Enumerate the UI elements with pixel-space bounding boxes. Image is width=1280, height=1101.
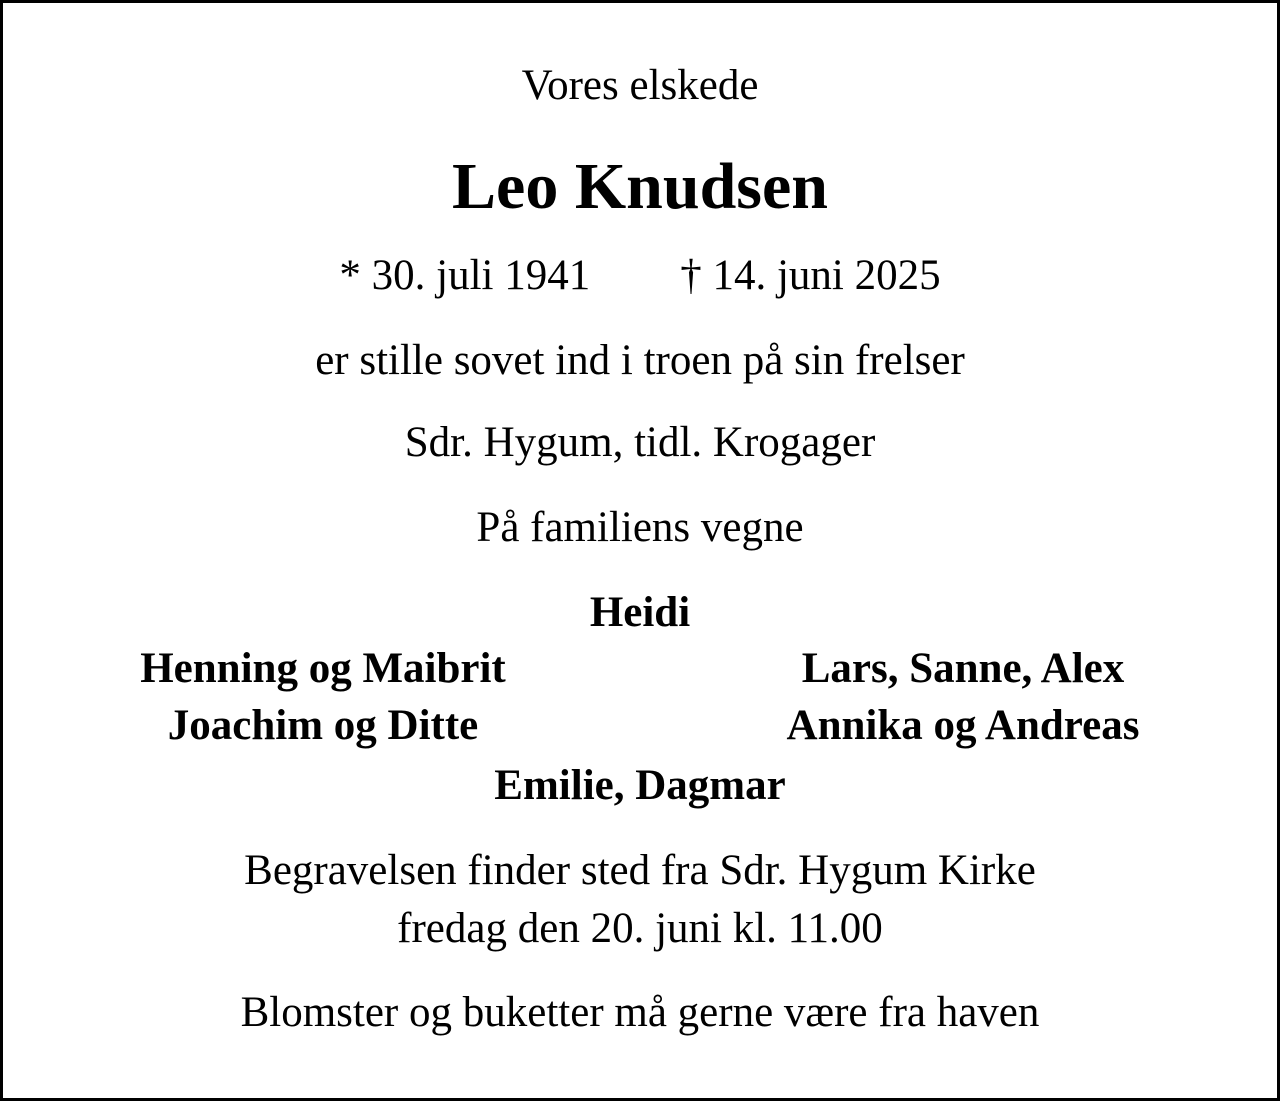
funeral-line-2: fredag den 20. juni kl. 11.00 <box>397 905 883 952</box>
flowers-text: Blomster og buketter må gerne være fra haven <box>240 989 1040 1036</box>
funeral-line-1: Begravelsen finder sted fra Sdr. Hygum Kirke <box>244 847 1036 894</box>
dates-line <box>3 251 1277 301</box>
family-top: Heidi <box>589 589 691 636</box>
faith-text: er stille sovet ind i troen på sin frelser <box>315 337 965 384</box>
family-left-2: Joachim og Ditte <box>167 702 479 749</box>
on-behalf-text: På familiens vegne <box>476 504 804 551</box>
family-right-2: Annika og Andreas <box>786 702 1140 749</box>
death-date: † 14. juni 2025 <box>680 252 941 299</box>
family-left-1: Henning og Maibrit <box>140 645 506 692</box>
intro-text: Vores elskede <box>521 62 759 109</box>
deceased-name: Leo Knudsen <box>452 150 828 223</box>
location-text: Sdr. Hygum, tidl. Krogager <box>404 419 876 466</box>
family-bottom: Emilie, Dagmar <box>494 762 786 809</box>
birth-date: * 30. juli 1941 <box>339 252 591 299</box>
family-right-1: Lars, Sanne, Alex <box>801 645 1125 692</box>
